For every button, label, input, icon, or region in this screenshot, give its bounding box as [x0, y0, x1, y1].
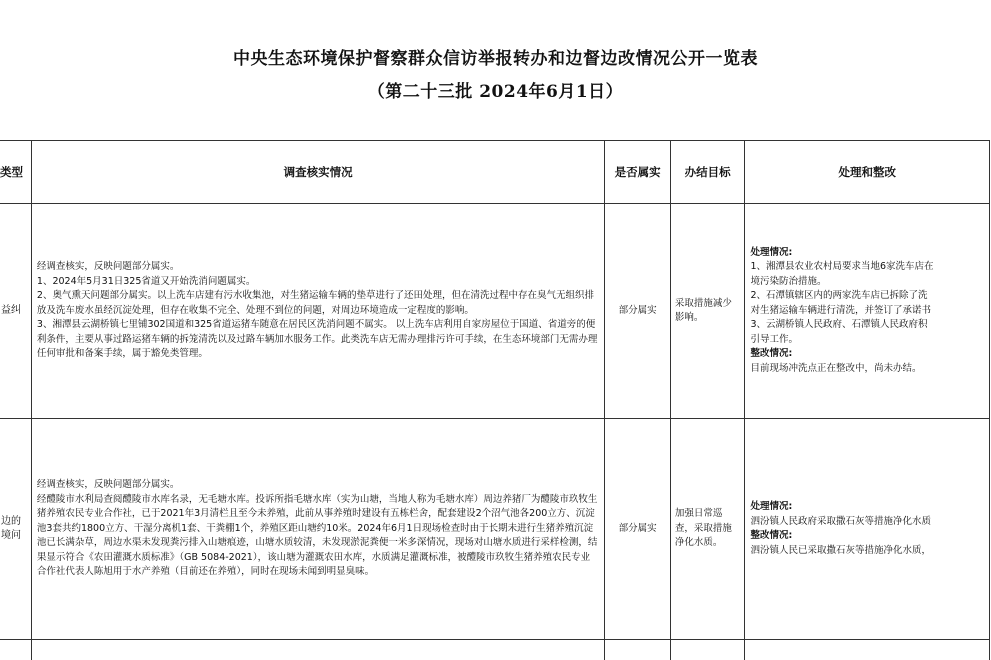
header-goal: 办结目标	[670, 141, 745, 204]
handling-line: 3、云湖桥镇人民政府、石潭镇人民政府积	[750, 318, 989, 333]
goal-cell: 加强日常巡查，采取措施净化水质。	[670, 419, 745, 640]
table-header-row	[0, 141, 990, 204]
table-row	[0, 640, 990, 660]
handling-line: 2、石潭镇辖区内的两家洗车店已拆除了洗	[750, 289, 989, 304]
header-is-true: 是否属实	[605, 141, 671, 204]
document-title: 中央生态环境保护督察群众信访举报转办和边督边改情况公开一览表	[0, 44, 991, 69]
handling-line: 泗汾镇人民政府采取撒石灰等措施净化水质	[750, 515, 989, 530]
goal-cell: 采取措施减少影响。	[670, 204, 745, 419]
handling-line: 境污染防治措施。	[750, 275, 989, 290]
handling-line: 泗汾镇人民已采取撒石灰等措施净化水质，	[750, 544, 989, 559]
report-table	[0, 140, 990, 660]
handling-line: 整改情况:	[750, 347, 989, 362]
type-text: 益纠	[1, 304, 31, 319]
is-true-cell: 部分属实	[605, 204, 671, 419]
survey-paragraph: 经调查核实，反映问题部分属实。	[37, 478, 598, 493]
handling-line: 目前现场冲洗点正在整改中，尚未办结。	[750, 362, 989, 377]
handling-line: 处理情况:	[750, 246, 989, 261]
table-row	[0, 204, 990, 419]
type-cell	[0, 204, 31, 419]
type-text: 边的	[1, 515, 31, 530]
empty-cell	[31, 640, 604, 660]
handling-line: 对生猪运输车辆进行清洗，并签订了承诺书	[750, 304, 989, 319]
is-true-cell: 部分属实	[605, 419, 671, 640]
header-survey: 调查核实情况	[31, 141, 604, 204]
empty-cell	[0, 640, 31, 660]
empty-cell	[745, 640, 990, 660]
handling-cell	[745, 204, 990, 419]
header-handling: 处理和整改	[745, 141, 990, 204]
header-type: 类型	[0, 141, 31, 204]
handling-line: 引导工作。	[750, 333, 989, 348]
table-row	[0, 419, 990, 640]
survey-paragraph: 经调查核实，反映问题部分属实。	[37, 260, 598, 275]
type-text: 境问	[1, 529, 31, 544]
handling-line: 1、湘潭县农业农村局要求当地6家洗车店在	[750, 260, 989, 275]
empty-cell	[605, 640, 671, 660]
empty-cell	[670, 640, 745, 660]
survey-paragraph: 1、2024年5月31日325省道又开始洗消问题属实。	[37, 275, 598, 290]
survey-cell	[31, 204, 604, 419]
handling-cell	[745, 419, 990, 640]
handling-line: 处理情况:	[750, 500, 989, 515]
handling-line: 整改情况:	[750, 529, 989, 544]
survey-paragraph: 3、湘潭县云湖桥镇七里铺302国道和325省道运猪车随意在居民区洗消问题不属实。 以上洗车店利用自家房屋位于国道、省道旁的便利条件，主要从事过路运猪车辆的拆笼清洗以及过路车辆加水服务工作。此类洗车店无需办理排污许可手续，在生态环境部门无需办理任何审批和备案手续，属于豁免类管理。	[37, 318, 598, 362]
survey-paragraph: 经醴陵市水利局查阅醴陵市水库名录，无毛塘水库。投诉所指毛塘水库（实为山塘，当地人称为毛塘水库）周边养猪厂为醴陵市玖牧生猪养殖农民专业合作社，已于2021年3月清栏且至今未养殖，此前从事养殖时建设有五栋栏舍，配套建设2个沼气池各200立方、沉淀池3套共约1800立方、干湿分离机1套、干粪棚1个，养殖区距山塘约10米。2024年6月1日现场检查时由于长期未进行生猪养殖沉淀池已长满杂草，周边水渠未发现粪污排入山塘痕迹，山塘水质较清，未发现淤泥粪便一米多深情况，现场对山塘水质进行采样检测，结果显示符合《农田灌溉水质标准》（GB 5084-2021），该山塘为灌溉农田水库，水质满足灌溉标准，被醴陵市玖牧生猪养殖农民专业合作社代表人陈旭用于水产养殖（目前还在养殖），同时在现场未闻到明显臭味。	[37, 493, 598, 580]
survey-paragraph: 2、奥气熏天问题部分属实。以上洗车店建有污水收集池，对生猪运输车辆的垫草进行了还田处理，但在清洗过程中存在臭气无组织排放及洗车废水虽经沉淀处理，但存在收集不完全、处理不到位的问题，对周边环境造成一定程度的影响。	[37, 289, 598, 318]
type-cell	[0, 419, 31, 640]
survey-cell	[31, 419, 604, 640]
document-subtitle: （第二十三批 2024年6月1日）	[0, 77, 991, 102]
